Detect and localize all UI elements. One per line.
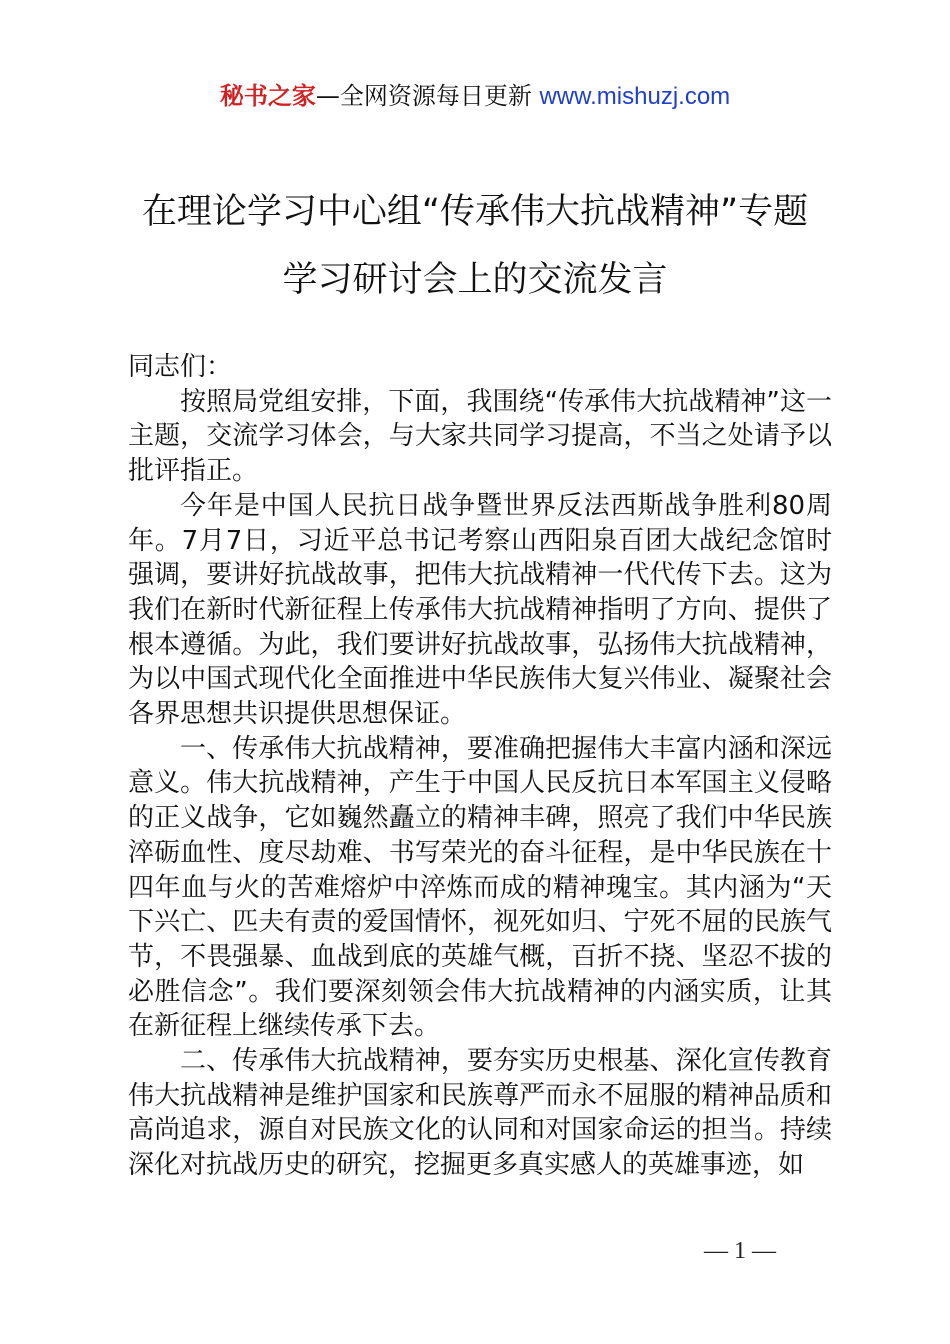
watermark-slogan: —全网资源每日更新 [315,82,540,110]
paragraph-background: 今年是中国人民抗日战争暨世界反法西斯战争胜利80周年。7月7日，习近平总书记考察山西阳泉百团大战纪念馆时强调，要讲好抗战故事，把伟大抗战精神一代代传下去。这为我们在新时代新征程上传承伟大抗战精神指明了方向、提供了根本遵循。为此，我们要讲好抗战故事，弘扬伟大抗战精神，为以中国式现代化全面推进中华民族伟大复兴伟业、凝聚社会各界思想共识提供思想保证。 [128,490,832,730]
paragraph-section-2: 二、传承伟大抗战精神，要夯实历史根基、深化宣传教育伟大抗战精神是维护国家和民族尊严而永不屈服的精神品质和高尚追求，源自对民族文化的认同和对国家命运的担当。持续深化对抗战历史的研究，挖掘更多真实感人的英雄事迹，如 [128,1046,832,1181]
page-number: — 1 — [704,1238,776,1264]
paragraph-section-1: 一、传承伟大抗战精神，要准确把握伟大丰富内涵和深远意义。伟大抗战精神，产生于中国人民反抗日本军国主义侵略的正义战争，它如巍然矗立的精神丰碑，照亮了我们中华民族淬砺血性、度尽劫难、书写荣光的奋斗征程，是中华民族在十四年血与火的苦难熔炉中淬炼而成的精神瑰宝。其内涵为“天下兴亡、匹夫有责的爱国情怀，视死如归、宁死不屈的民族气节，不畏强暴、血战到底的英雄气概，百折不挠、坚忍不拔的必胜信念”。我们要深刻领会伟大抗战精神的内涵实质，让其在新征程上继续传承下去。 [128,733,832,1042]
watermark-header [0,80,950,113]
watermark-brand: 秘书之家 [219,82,316,110]
document-title-line-2: 学习研讨会上的交流发言 [282,260,668,300]
paragraph-intro: 按照局党组安排，下面，我围绕“传承伟大抗战精神”这一主题，交流学习体会，与大家共同学习提高，不当之处请予以批评指正。 [128,386,832,487]
salutation: 同志们： [128,352,233,382]
watermark-url[interactable]: www.mishuzj.com [539,83,731,110]
document-title-line-1: 在理论学习中心组“传承伟大抗战精神”专题 [141,192,809,232]
document-body [128,350,832,1183]
